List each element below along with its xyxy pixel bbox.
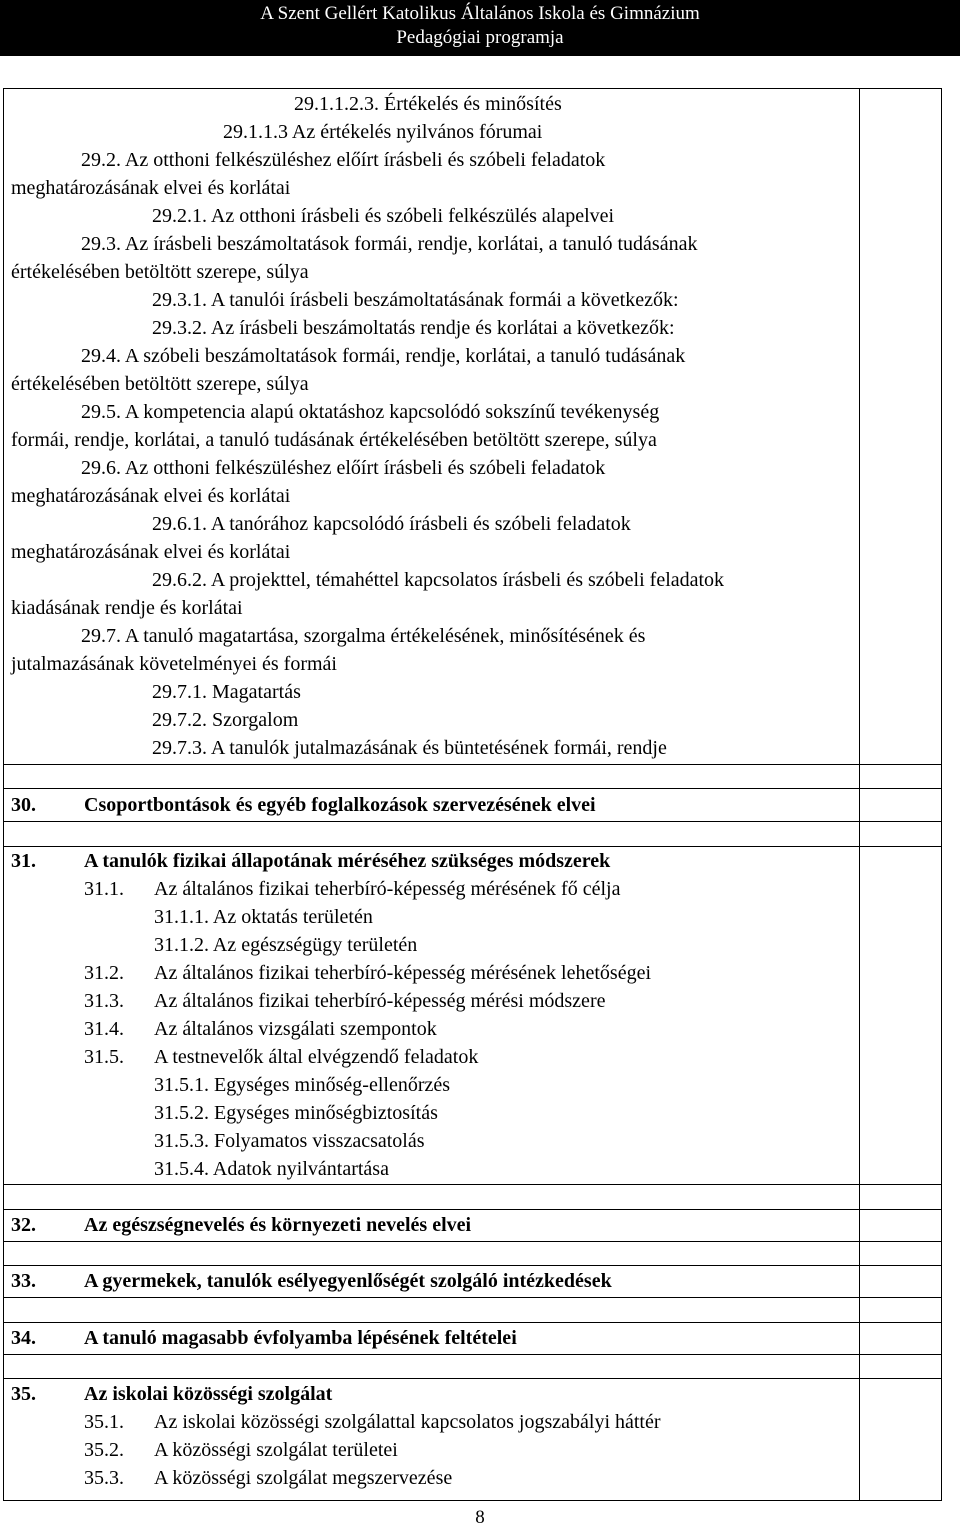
- row-divider: [4, 1378, 941, 1379]
- table-of-contents: [3, 88, 942, 1501]
- toc-entry: 29.3. Az írásbeli beszámoltatások formái, rendje, korlátai, a tanuló tudásának: [81, 233, 698, 255]
- section-number: 32.: [11, 1214, 36, 1236]
- toc-entry: jutalmazásának követelményei és formái: [11, 653, 337, 675]
- row-divider: [4, 1322, 941, 1323]
- toc-entry: értékelésében betöltött szerepe, súlya: [11, 261, 309, 283]
- toc-entry: 29.3.1. A tanulói írásbeli beszámoltatásának formái a következők:: [152, 289, 679, 311]
- row-divider: [4, 1297, 941, 1298]
- row-divider: [4, 1209, 941, 1210]
- toc-entry: 29.1.1.3 Az értékelés nyilvános fórumai: [223, 121, 543, 143]
- toc-entry: 29.7. A tanuló magatartása, szorgalma értékelésének, minősítésének és: [81, 625, 646, 647]
- toc-entry: meghatározásának elvei és korlátai: [11, 485, 291, 507]
- toc-number: 35.1.: [84, 1411, 124, 1433]
- row-divider: [4, 821, 941, 822]
- toc-entry: 29.2. Az otthoni felkészüléshez előírt írásbeli és szóbeli feladatok: [81, 149, 606, 171]
- section-title: A tanuló magasabb évfolyamba lépésének feltételei: [84, 1327, 517, 1349]
- section-title: A tanulók fizikai állapotának méréséhez szükséges módszerek: [84, 850, 611, 872]
- toc-entry: formái, rendje, korlátai, a tanuló tudásának értékelésében betöltött szerepe, súlya: [11, 429, 657, 451]
- section-title: A gyermekek, tanulók esélyegyenlőségét szolgáló intézkedések: [84, 1270, 612, 1292]
- toc-entry: Az általános fizikai teherbíró-képesség mérésének lehetőségei: [154, 962, 652, 984]
- toc-entry: 29.5. A kompetencia alapú oktatáshoz kapcsolódó sokszínű tevékenység: [81, 401, 660, 423]
- toc-entry: 29.7.1. Magatartás: [152, 681, 301, 703]
- toc-entry: A testnevelők által elvégzendő feladatok: [154, 1046, 479, 1068]
- toc-entry: A közösségi szolgálat megszervezése: [154, 1467, 453, 1489]
- section-number: 34.: [11, 1327, 36, 1349]
- toc-entry: Az általános fizikai teherbíró-képesség mérési módszere: [154, 990, 606, 1012]
- row-divider: [4, 1354, 941, 1355]
- toc-entry: 29.3.2. Az írásbeli beszámoltatás rendje és korlátai a következők:: [152, 317, 675, 339]
- section-number: 33.: [11, 1270, 36, 1292]
- toc-entry: 29.6.2. A projekttel, témahéttel kapcsolatos írásbeli és szóbeli feladatok: [152, 569, 725, 591]
- section-title: Az iskolai közösségi szolgálat: [84, 1383, 333, 1405]
- toc-number: 31.2.: [84, 962, 124, 984]
- toc-entry: A közösségi szolgálat területei: [154, 1439, 398, 1461]
- toc-entry: 31.1.1. Az oktatás területén: [154, 906, 373, 928]
- toc-entry: 31.5.1. Egységes minőség-ellenőrzés: [154, 1074, 451, 1096]
- page-header: [0, 0, 960, 56]
- toc-entry: meghatározásának elvei és korlátai: [11, 177, 291, 199]
- toc-entry: 31.5.2. Egységes minőségbiztosítás: [154, 1102, 438, 1124]
- row-divider: [4, 1184, 941, 1185]
- toc-entry: 29.6. Az otthoni felkészüléshez előírt írásbeli és szóbeli feladatok: [81, 457, 606, 479]
- school-name: A Szent Gellért Katolikus Általános Iskola és Gimnázium: [260, 3, 700, 24]
- toc-entry: Az általános vizsgálati szempontok: [154, 1018, 437, 1040]
- toc-number: 31.1.: [84, 878, 124, 900]
- section-number: 31.: [11, 850, 36, 872]
- toc-entry: Az iskolai közösségi szolgálattal kapcsolatos jogszabályi háttér: [154, 1411, 661, 1433]
- toc-entry: 29.1.1.2.3. Értékelés és minősítés: [294, 93, 562, 115]
- toc-entry: 29.7.3. A tanulók jutalmazásának és büntetésének formái, rendje: [152, 737, 667, 759]
- toc-number: 31.5.: [84, 1046, 124, 1068]
- toc-entry: 29.4. A szóbeli beszámoltatások formái, rendje, korlátai, a tanuló tudásának: [81, 345, 686, 367]
- toc-number: 35.2.: [84, 1439, 124, 1461]
- toc-entry: 31.1.2. Az egészségügy területén: [154, 934, 418, 956]
- toc-entry: 31.5.3. Folyamatos visszacsatolás: [154, 1130, 425, 1152]
- toc-number: 31.4.: [84, 1018, 124, 1040]
- row-divider: [4, 764, 941, 765]
- section-title: Csoportbontások és egyéb foglalkozások szervezésének elvei: [84, 794, 596, 816]
- toc-entry: kiadásának rendje és korlátai: [11, 597, 243, 619]
- section-number: 30.: [11, 794, 36, 816]
- toc-entry: Az általános fizikai teherbíró-képesség mérésének fő célja: [154, 878, 621, 900]
- section-number: 35.: [11, 1383, 36, 1405]
- toc-number: 31.3.: [84, 990, 124, 1012]
- toc-column-divider: [859, 89, 860, 1500]
- toc-entry: 29.2.1. Az otthoni írásbeli és szóbeli felkészülés alapelvei: [152, 205, 615, 227]
- toc-entry: értékelésében betöltött szerepe, súlya: [11, 373, 309, 395]
- document-title: Pedagógiai programja: [396, 27, 564, 48]
- row-divider: [4, 788, 941, 789]
- section-title: Az egészségnevelés és környezeti nevelés elvei: [84, 1214, 472, 1236]
- toc-entry: 31.5.4. Adatok nyilvántartása: [154, 1158, 389, 1180]
- toc-entry: meghatározásának elvei és korlátai: [11, 541, 291, 563]
- row-divider: [4, 1241, 941, 1242]
- page-number: 8: [475, 1507, 485, 1528]
- row-divider: [4, 1265, 941, 1266]
- toc-number: 35.3.: [84, 1467, 124, 1489]
- toc-entry: 29.7.2. Szorgalom: [152, 709, 299, 731]
- toc-entry: 29.6.1. A tanórához kapcsolódó írásbeli és szóbeli feladatok: [152, 513, 631, 535]
